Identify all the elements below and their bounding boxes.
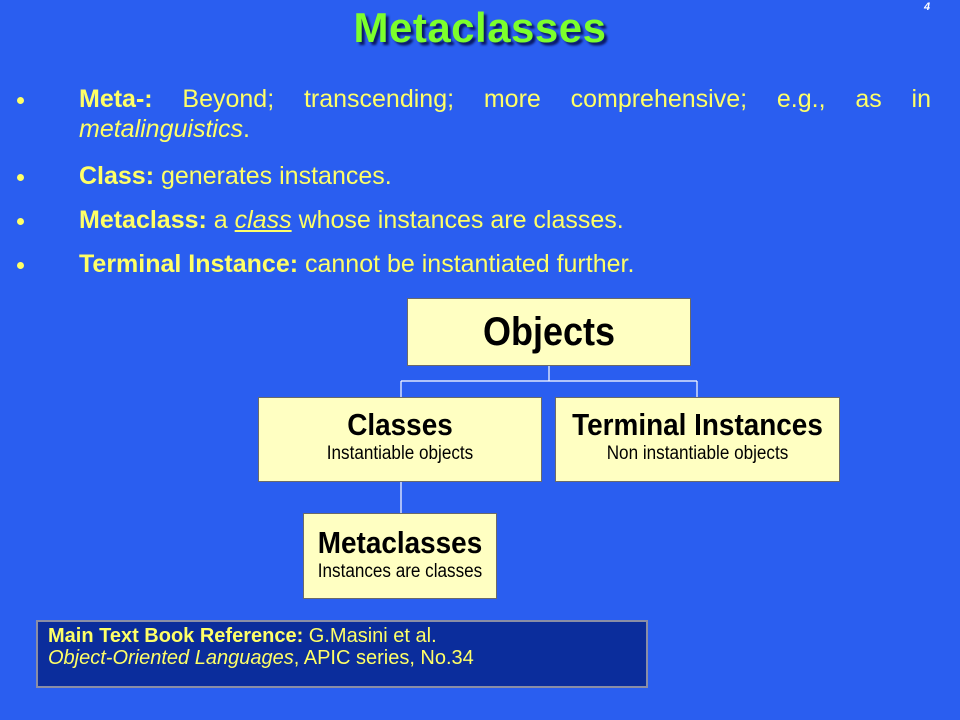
classes-box [258,397,542,482]
classes-title: Classes [347,407,453,442]
metaclasses-box [303,513,497,599]
reference-box [36,620,648,688]
classes-subtitle: Instantiable objects [326,443,474,464]
metaclasses-subtitle: Instances are classes [317,561,483,582]
reference-label: Main Text Book Reference: [48,625,304,647]
terminal-instances-subtitle: Non instantiable objects [606,443,789,464]
bullet-emphasis: metalinguistics [79,115,243,143]
page-number: 4 [924,1,931,13]
reference-line-2 [48,647,646,669]
bullet-label: Metaclass: [79,206,207,234]
bullet-body: cannot be instantiated further. [298,250,635,278]
reference-author: G.Masini et al. [303,625,437,647]
objects-box [407,298,691,366]
terminal-instances-title: Terminal Instances [572,407,823,442]
bullet-body: Beyond; transcending; more comprehensive; e.g., as in [152,85,931,113]
reference-line-1 [48,625,646,647]
bullet-body-end: . [242,115,250,143]
reference-series: , APIC series, No.34 [293,647,474,669]
bullet-label: Meta-: [79,85,153,113]
bullet-label: Terminal Instance: [79,250,299,278]
bullet-body: generates instances. [154,162,392,190]
bullet-body-end: whose instances are classes. [291,206,624,234]
metaclasses-title: Metaclasses [317,525,483,560]
bullet-label: Class: [79,162,155,190]
reference-book-title: Object-Oriented Languages [48,647,294,669]
slide-title: Metaclasses [353,4,607,51]
terminal-instances-box [555,397,840,482]
bullet-body: a [206,206,235,234]
bullet-emphasis: class [234,206,292,234]
objects-title: Objects [482,310,616,354]
